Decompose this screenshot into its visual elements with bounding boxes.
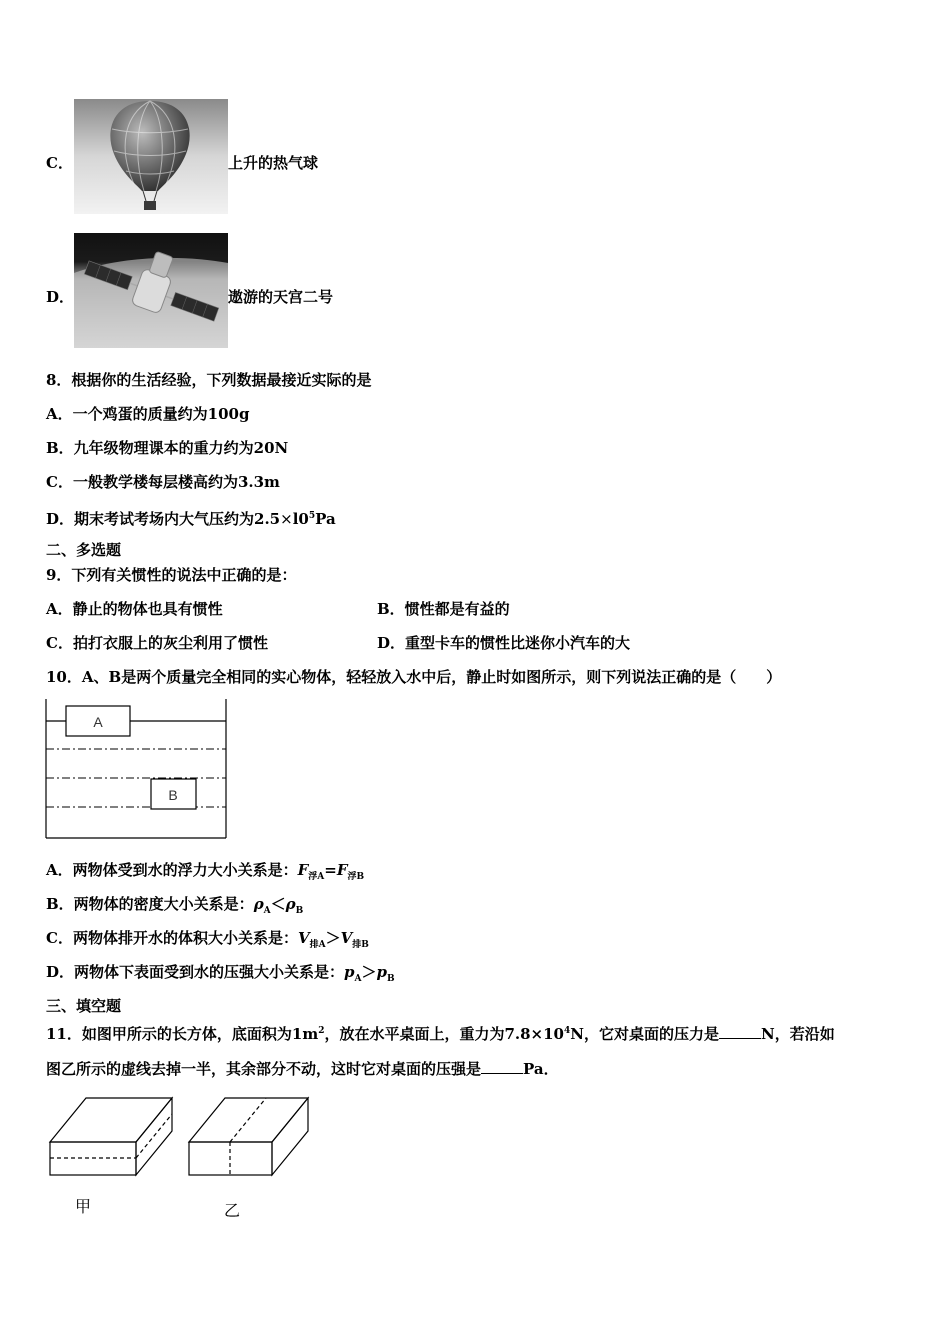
answer-blank-pressure[interactable] bbox=[481, 1059, 523, 1074]
answer-blank-force[interactable] bbox=[719, 1024, 761, 1039]
question-9-stem: 9．下列有关惯性的说法中正确的是： bbox=[46, 566, 297, 584]
question-11-line-2: 图乙所示的虚线去掉一半，其余部分不动，这时它对桌面的压强是 Pa． bbox=[46, 1060, 559, 1078]
question-11-line-1: 11．如图甲所示的长方体，底面积为$1m^2$，放在水平桌面上，重力为$7.8\times 10^4N$，它对桌面的压力是 N，若沿如 bbox=[46, 1025, 835, 1043]
cuboid-jia bbox=[50, 1098, 172, 1175]
question-8-option-a: A．一个鸡蛋的质量约为100g bbox=[46, 405, 250, 423]
option-c-letter: C． bbox=[46, 154, 73, 172]
question-10-option-b: B．两物体的密度大小关系是：$\rho_A<\rho_B$ bbox=[46, 895, 304, 916]
question-10-option-c: C．两物体排开水的体积大小关系是：$V_{排A}>V_{排B}$ bbox=[46, 929, 369, 950]
cuboid-figures bbox=[46, 1092, 312, 1182]
question-10-option-a: A．两物体受到水的浮力大小关系是：$F_{浮A}=F_{浮B}$ bbox=[46, 861, 365, 882]
block-a-label: A bbox=[93, 714, 103, 730]
option-d-caption: 遨游的天宫二号 bbox=[228, 288, 334, 306]
question-8-option-c: C．一般教学楼每层楼高约为3.3m bbox=[46, 473, 280, 491]
question-10-option-d: D．两物体下表面受到水的压强大小关系是：$p_A>p_B$ bbox=[46, 963, 395, 984]
section-3-heading: 三、填空题 bbox=[46, 997, 122, 1015]
section-2-heading: 二、多选题 bbox=[46, 541, 122, 559]
figure-label-yi: 乙 bbox=[224, 1201, 241, 1220]
option-c-caption: 上升的热气球 bbox=[228, 154, 319, 172]
question-8-stem: 8．根据你的生活经验，下列数据最接近实际的是 bbox=[46, 371, 372, 389]
cuboid-yi bbox=[189, 1098, 308, 1175]
question-9-option-b: B．惯性都是有益的 bbox=[377, 600, 510, 618]
space-station-image bbox=[74, 233, 228, 348]
question-10-stem: 10．A、B是两个质量完全相同的实心物体，轻轻放入水中后，静止时如图所示，则下列说法正确的是（ ） bbox=[46, 668, 782, 686]
question-9-option-c: C．拍打衣服上的灰尘利用了惯性 bbox=[46, 634, 268, 652]
water-tank-figure bbox=[44, 697, 230, 841]
question-9-option-a: A．静止的物体也具有惯性 bbox=[46, 600, 223, 618]
question-9-option-d: D．重型卡车的惯性比迷你小汽车的大 bbox=[377, 634, 631, 652]
figure-label-jia: 甲 bbox=[75, 1197, 92, 1216]
question-8-option-b: B．九年级物理课本的重力约为20N bbox=[46, 439, 289, 457]
option-d-letter: D． bbox=[46, 288, 75, 306]
question-8-option-d: D．期末考试考场内大气压约为$2.5\times l0^5Pa$ bbox=[46, 510, 336, 528]
hot-air-balloon-image bbox=[74, 99, 228, 214]
block-b-label: B bbox=[168, 787, 178, 803]
